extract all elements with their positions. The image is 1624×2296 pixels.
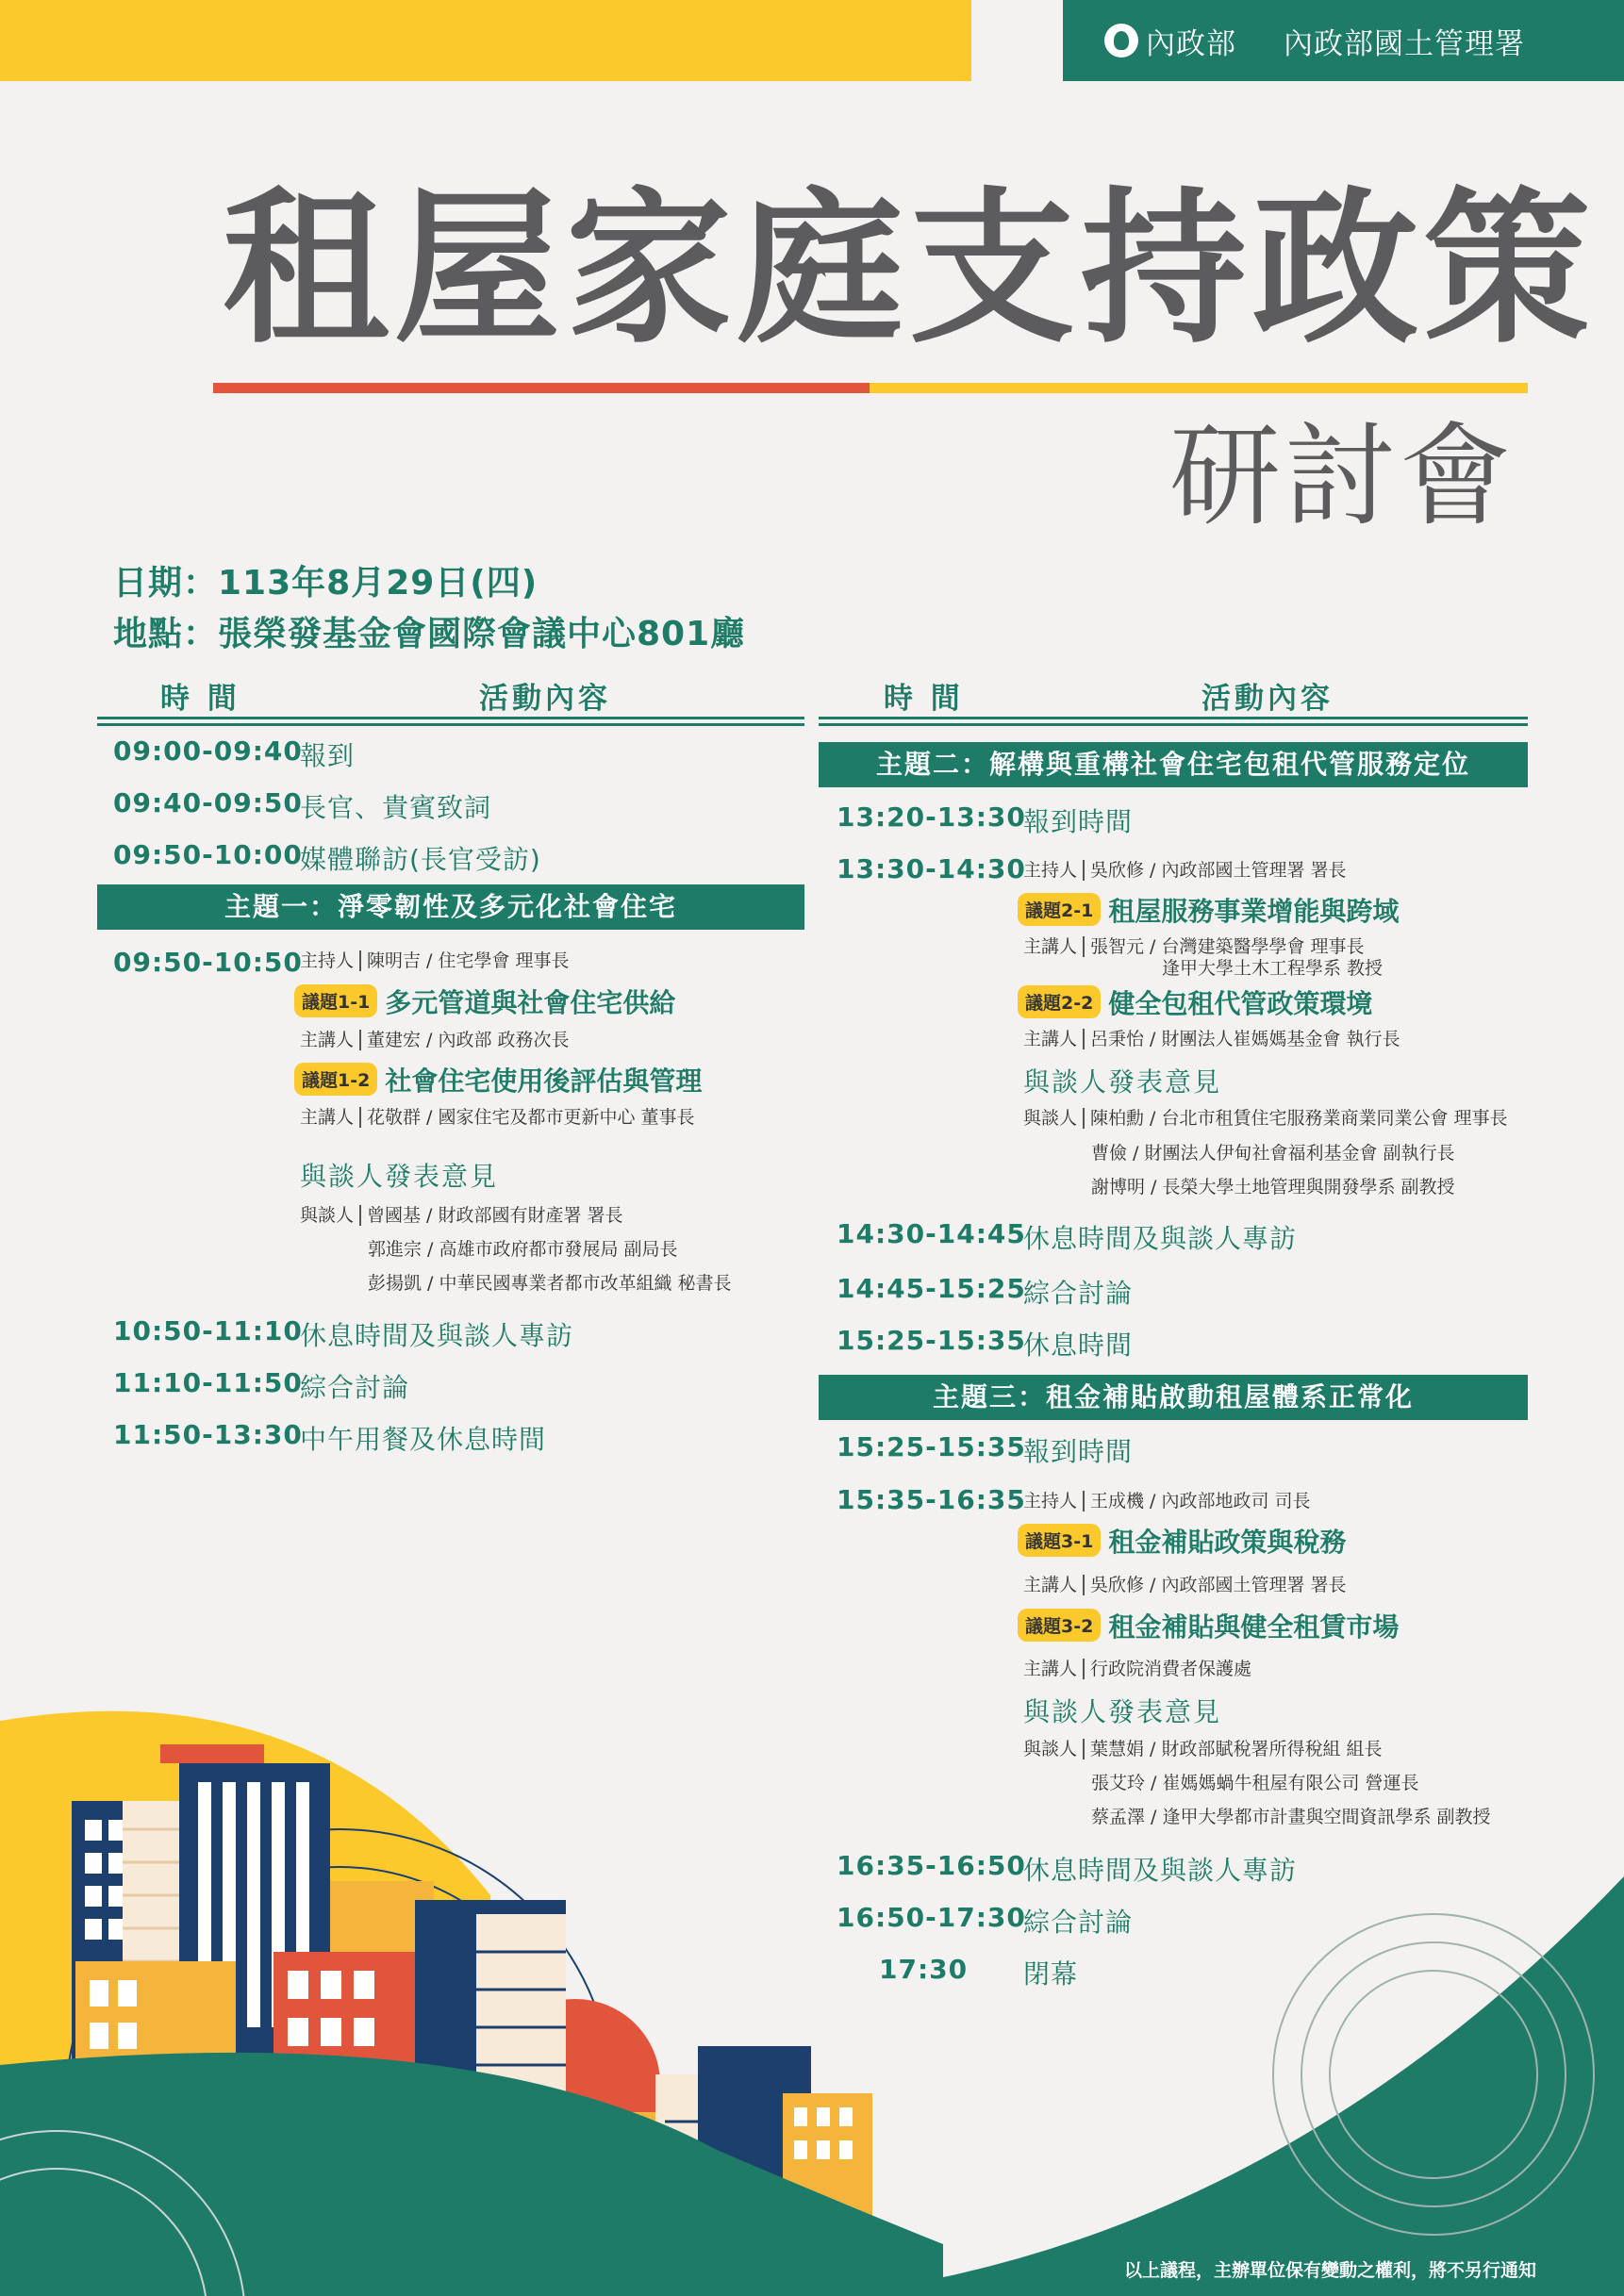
speaker-line: 主講人 行政院消費者保護處 [1023,1659,1252,1679]
right-header-rule [819,717,1528,719]
schedule-row: 09:40-09:50 長官、貴賓致詞 [113,787,492,823]
schedule-row: 14:45-15:25 綜合討論 [837,1273,1134,1309]
schedule-row: 14:30-14:45 休息時間及與談人專訪 [837,1218,1298,1254]
topic-badge: 議題2-1 [1018,893,1101,926]
schedule-row: 16:35-16:50 休息時間及與談人專訪 [837,1850,1298,1886]
speaker-line: 主講人 吳欣修 / 內政部國土管理署 署長 [1023,1575,1347,1595]
topic-badge: 議題3-1 [1018,1524,1101,1557]
schedule-row: 17:30 閉幕 [879,1954,1079,1990]
left-content-header: 活動內容 [479,682,611,716]
topic-badge: 議題1-2 [294,1063,377,1096]
organizer-2: 內政部國土管理署 [1284,26,1525,61]
left-header-rule [97,723,804,726]
topic-badge: 議題3-2 [1018,1609,1101,1642]
panel-line: 郭進宗 / 高雄市政府都市發展局 副局長 [368,1239,678,1260]
theme-3-bar: 主題三：租金補貼啟動租屋體系正常化 [819,1375,1528,1420]
speaker-line: 主講人 呂秉怡 / 財團法人崔媽媽基金會 執行長 [1023,1029,1400,1049]
schedule-row: 16:50-17:30 綜合討論 [837,1902,1134,1938]
ministry-logo-icon [1104,24,1138,58]
host-line: 主持人 王成機 / 內政部地政司 司長 [1023,1491,1311,1511]
panel-line: 張艾玲 / 崔媽媽蝸牛租屋有限公司 營運長 [1091,1773,1419,1793]
speaker-line-2: 逢甲大學土木工程學系 教授 [1162,958,1384,979]
schedule-row: 09:50-10:00 媒體聯訪(長官受訪) [113,839,541,875]
speaker-line: 主講人 張智元 / 台灣建築醫學學會 理事長 [1023,936,1365,957]
schedule-row: 11:50-13:30 中午用餐及休息時間 [113,1419,547,1455]
city-skyline-illustration [0,1678,1624,2296]
topic-1-1: 議題1-1 多元管道與社會住宅供給 [294,983,675,1020]
footer-note: 以上議程，主辦單位保有變動之權利，將不另行通知 [1124,2260,1537,2281]
schedule-row: 11:10-11:50 綜合討論 [113,1367,410,1403]
speaker-line: 主講人 董建宏 / 內政部 政務次長 [300,1030,570,1050]
left-time-header: 時 間 [160,682,240,716]
topic-1-2: 議題1-2 社會住宅使用後評估與管理 [294,1061,702,1098]
topic-3-2: 議題3-2 租金補貼與健全租賃市場 [1018,1607,1399,1644]
speaker-line: 主講人 花敬群 / 國家住宅及都市更新中心 董事長 [300,1107,695,1128]
host-line: 主持人 吳欣修 / 內政部國土管理署 署長 [1023,860,1347,881]
topic-3-1: 議題3-1 租金補貼政策與稅務 [1018,1522,1346,1560]
panel-opinion-title: 與談人發表意見 [1023,1066,1222,1098]
page-subtitle: 研討會 [1169,411,1516,541]
panel-line: 蔡孟澤 / 逢甲大學都市計畫與空間資訊學系 副教授 [1091,1807,1491,1827]
page-title: 租屋家庭支持政策 [223,173,1597,366]
session-time: 09:50-10:50 [113,947,303,978]
yellow-header-bar [0,0,971,81]
topic-2-1: 議題2-1 租屋服務事業增能與跨域 [1018,891,1399,929]
organizer-banner [1063,0,1624,81]
schedule-row: 10:50-11:10 休息時間及與談人專訪 [113,1315,574,1351]
schedule-row: 13:20-13:30 報到時間 [837,801,1134,837]
session-time: 13:30-14:30 [837,853,1026,884]
host-line: 主持人 陳明吉 / 住宅學會 理事長 [300,950,570,971]
panel-line: 與談人 曾國基 / 財政部國有財產署 署長 [300,1205,623,1226]
panel-opinion-title: 與談人發表意見 [1023,1696,1222,1727]
right-content-header: 活動內容 [1201,682,1334,716]
schedule-row: 15:25-15:35 休息時間 [837,1325,1134,1361]
theme-2-bar: 主題二：解構與重構社會住宅包租代管服務定位 [819,742,1528,787]
title-underline-yellow [870,383,1528,393]
topic-2-2: 議題2-2 健全包租代管政策環境 [1018,983,1372,1021]
right-time-header: 時 間 [884,682,964,716]
schedule-row: 15:25-15:35 報到時間 [837,1431,1134,1467]
panel-line: 謝博明 / 長榮大學土地管理與開發學系 副教授 [1091,1177,1455,1198]
session-time: 15:35-16:35 [837,1484,1026,1515]
panel-line: 曹儉 / 財團法人伊甸社會福利基金會 副執行長 [1091,1143,1455,1164]
event-date: 日期：113年8月29日(四) [113,564,539,603]
panel-line: 與談人 陳柏勳 / 台北市租賃住宅服務業商業同業公會 理事長 [1023,1108,1508,1129]
panel-line: 彭揚凱 / 中華民國專業者都市改革組織 秘書長 [368,1273,732,1294]
topic-badge: 議題2-2 [1018,985,1101,1018]
topic-badge: 議題1-1 [294,984,377,1017]
panel-line: 與談人 葉慧娟 / 財政部賦稅署所得稅組 組長 [1023,1739,1383,1759]
theme-1-bar: 主題一：淨零韌性及多元化社會住宅 [97,884,804,930]
title-underline-red [213,383,870,393]
organizer-1: 內政部 [1146,26,1236,61]
panel-opinion-title: 與談人發表意見 [300,1161,499,1192]
right-header-rule [819,723,1528,726]
schedule-row: 09:00-09:40 報到 [113,735,356,771]
event-venue: 地點：張榮發基金會國際會議中心801廳 [113,615,746,653]
left-header-rule [97,717,804,719]
